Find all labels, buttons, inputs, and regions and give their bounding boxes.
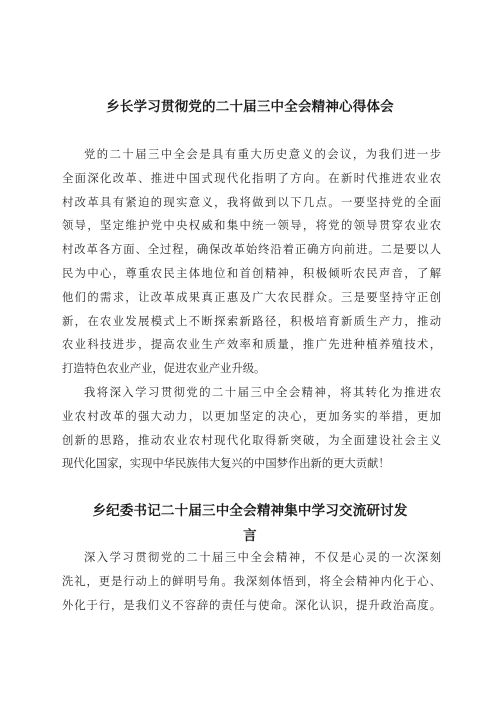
section1-title-text: 乡长学习贯彻党的二十届三中全会精神心得体会 (106, 99, 394, 115)
paragraph-line: 洗礼，更是行动上的鲜明号角。我深刻体悟到，将全会精神内化于心、 (62, 574, 441, 588)
paragraph-line: 我将深入学习贯彻党的二十届三中全会精神，将其转化为推进农 (84, 385, 441, 399)
section2-title-line2: 言 (243, 528, 257, 544)
paragraph-line: 村改革具有紧迫的现实意义，我将做到以下几点。一要坚持党的全面 (62, 195, 441, 209)
paragraph-line: 领导，坚定维护党中央权威和集中统一领导，将党的领导贯穿农业农 (62, 219, 441, 233)
paragraph-line: 深入学习贯彻党的二十届三中全会精神，不仅是心灵的一次深刻 (84, 551, 441, 564)
section1-title (60, 95, 440, 120)
paragraph-line: 业农村改革的强大动力，以更加坚定的决心，更加务实的举措，更加 (62, 409, 441, 423)
paragraph-line: 民为中心，尊重农民主体地位和首创精神，积极倾听农民声音，了解 (62, 266, 441, 280)
paragraph-line: 党的二十届三中全会是具有重大历史意义的会议，为我们进一步 (84, 148, 441, 161)
paragraph-line: 外化于行，是我们义不容辞的责任与使命。深化认识，提升政治高度。 (62, 598, 441, 612)
paragraph-line: 打造特色农业产业，促进农业产业升级。 (62, 362, 266, 376)
paragraph-line: 新，在农业发展模式上不断探索新路径，积极培育新质生产力，推动 (62, 314, 441, 328)
section1-body (62, 143, 441, 476)
paragraph-line: 现代化国家，实现中华民族伟大复兴的中国梦作出新的更大贡献！ (62, 457, 390, 471)
paragraph-line: 创新的思路，推动农业农村现代化取得新突破，为全面建设社会主义 (62, 433, 441, 447)
paragraph-line: 农业科技进步，提高农业生产效率和质量，推广先进种植养殖技术， (62, 338, 441, 352)
section2-title (60, 499, 440, 549)
section2-title-line1: 乡纪委书记二十届三中全会精神集中学习交流研讨发 (92, 503, 408, 519)
paragraph-line: 全面深化改革、推进中国式现代化指明了方向。在新时代推进农业农 (62, 171, 441, 185)
section2-body (62, 546, 441, 617)
paragraph-line: 村改革各方面、全过程，确保改革始终沿着正确方向前进。二是要以人 (62, 243, 441, 257)
paragraph-line: 他们的需求，让改革成果真正惠及广大农民群众。三是要坚持守正创 (62, 290, 441, 304)
